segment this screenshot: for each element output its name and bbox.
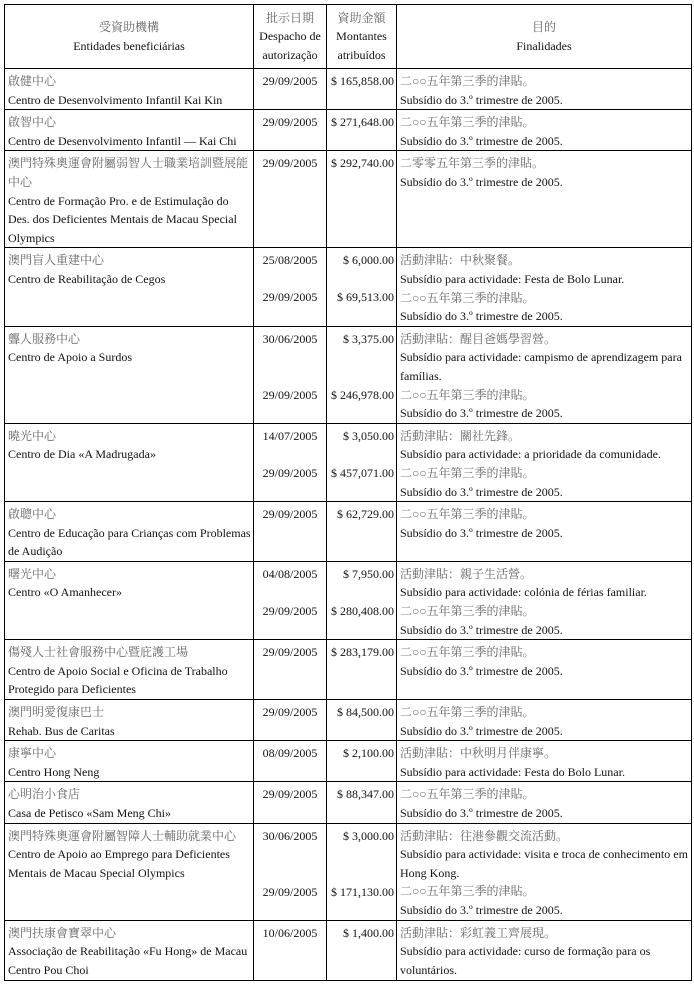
purpose-pt: Subsídio para actividade: Festa de Bolo Lunar. [400,271,625,286]
authorization-date: 29/09/2005 [262,465,318,480]
authorization-date: 29/09/2005 [262,787,318,802]
table-row [5,110,692,151]
entity-name-pt: Associação de Reabilitação «Fu Hong» de Macau Centro Pou Choi [8,944,248,977]
purpose-cell [397,110,692,151]
header-amount [327,5,397,69]
purpose-cn: 二○○五年第三季的津貼。 [400,604,535,619]
purpose-entry [400,113,689,150]
amount: $ 271,648.00 [331,115,394,130]
amount: $ 165,858.00 [331,74,394,88]
purpose-entry [400,330,689,386]
table-row [5,700,692,741]
amount-cell [327,640,397,700]
amount-cell [327,700,397,741]
header-date-pt: Despacho de autorização [259,29,321,62]
entity-name-cn: 聾人服務中心 [8,331,81,346]
purpose-pt: Subsídio do 3.º trimestre de 2005. [400,309,563,324]
entity-cell [5,561,254,639]
entity-name-pt: Centro de Dia «A Madrugada» [8,447,156,462]
date-cell [254,110,327,151]
entity-name-pt: Centro de Reabilitação de Cegos [8,271,166,286]
entity-cell [5,151,254,248]
purpose-cn: 二○○五年第三季的津貼。 [400,74,535,88]
purpose-cell [397,920,692,980]
purpose-entry [400,386,689,423]
purpose-cell [397,326,692,423]
amount: $ 457,071.00 [331,465,394,480]
purpose-entry [400,602,689,639]
entity-name-pt: Centro de Apoio ao Emprego para Deficientes Mentais de Macau Special Olympics [8,847,230,880]
amount-cell [327,561,397,639]
purpose-cell [397,741,692,782]
header-entity-cn: 受資助機構 [98,19,159,34]
entity-cell [5,700,254,741]
entity-cell [5,110,254,151]
date-cell [254,151,327,248]
purpose-entry [400,505,689,542]
purpose-pt: Subsídio do 3.º trimestre de 2005. [400,622,563,637]
amount: $ 171,130.00 [331,884,394,899]
authorization-date: 29/09/2005 [262,507,318,522]
date-cell [254,782,327,823]
date-cell [254,423,327,501]
purpose-cn: 二零零五年第三季的津貼。 [400,156,545,171]
amount-cell [327,502,397,562]
purpose-cn: 二○○五年第三季的津貼。 [400,645,535,660]
entity-name-cn: 澳門特殊奧運會附屬智障人士輔助就業中心 [8,828,237,843]
purpose-cn: 二○○五年第三季的津貼。 [400,705,535,720]
purpose-pt: Subsídio do 3.º trimestre de 2005. [400,406,563,421]
entity-name-pt: Centro de Educação para Crianças com Problemas de Audição [8,525,251,559]
date-cell [254,561,327,639]
table-row [5,782,692,823]
entity-cell [5,741,254,782]
purpose-entry [400,565,689,602]
authorization-date: 14/07/2005 [262,428,318,443]
table-row [5,423,692,501]
authorization-date: 29/09/2005 [262,156,318,171]
date-cell [254,700,327,741]
purpose-cell [397,151,692,248]
purpose-cn: 活動津貼：中秋聚餐。 [400,253,521,268]
entity-name-pt: Centro de Desenvolvimento Infantil Kai Kin [8,92,223,107]
table-row [5,920,692,980]
date-cell [254,248,327,326]
purpose-pt: Subsídio para actividade: Festa do Bolo Lunar. [400,764,625,779]
entity-name-cn: 心明治小食店 [8,787,81,802]
entity-name-cn: 曙光中心 [8,566,57,581]
entity-name-pt: Centro de Desenvolvimento Infantil — Kai Chi [8,133,237,148]
authorization-date: 29/09/2005 [262,884,318,899]
purpose-cn: 活動津貼：醒目爸媽學習營。 [400,331,557,346]
table-row [5,502,692,562]
amount-cell [327,920,397,980]
date-cell [254,640,327,700]
header-purpose-pt: Finalidades [516,38,572,53]
purpose-cell [397,700,692,741]
authorization-date: 29/09/2005 [262,705,318,720]
date-cell [254,326,327,423]
entity-name-cn: 傷殘人士社會服務中心暨庇護工場 [8,645,189,660]
purpose-entry [400,72,689,109]
authorization-date: 29/09/2005 [262,387,318,402]
table-row [5,640,692,700]
entity-name-cn: 啟健中心 [8,74,57,88]
amount: $ 246,978.00 [331,387,394,402]
amount: $ 3,050.00 [343,428,394,443]
authorization-date: 29/09/2005 [262,645,318,660]
header-date [254,5,327,69]
purpose-entry [400,703,689,740]
purpose-pt: Subsídio do 3.º trimestre de 2005. [400,484,563,499]
entity-name-pt: Centro de Formação Pro. e de Estimulação do Des. dos Deficientes Mentais de Macau Special Olympics [8,193,237,245]
entity-cell [5,782,254,823]
purpose-cn: 二○○五年第三季的津貼。 [400,115,535,130]
purpose-entry [400,785,689,822]
entity-cell [5,248,254,326]
header-entity [5,5,254,69]
entity-name-pt: Centro de Apoio a Surdos [8,350,132,365]
entity-name-cn: 康寧中心 [8,746,57,761]
amount: $ 2,100.00 [343,746,394,761]
amount: $ 84,500.00 [337,705,394,720]
entity-name-cn: 曉光中心 [8,428,57,443]
date-cell [254,823,327,920]
purpose-pt: Subsídio do 3.º trimestre de 2005. [400,133,563,148]
amount: $ 3,375.00 [343,331,394,346]
authorization-date: 10/06/2005 [262,925,318,940]
purpose-cn: 活動津貼：關社先鋒。 [400,428,521,443]
purpose-cn: 活動津貼：往港參觀交流活動。 [400,828,569,843]
purpose-entry [400,251,689,288]
purpose-entry [400,744,689,781]
authorization-date: 25/08/2005 [262,253,318,268]
table-row [5,151,692,248]
purpose-cn: 二○○五年第三季的津貼。 [400,465,535,480]
purpose-pt: Subsídio do 3.º trimestre de 2005. [400,902,563,917]
purpose-cn: 二○○五年第三季的津貼。 [400,884,535,899]
header-entity-pt: Entidades beneficiárias [73,38,185,53]
purpose-cn: 活動津貼：親子生活營。 [400,566,533,581]
entity-cell [5,640,254,700]
date-cell [254,69,327,110]
purpose-cn: 活動津貼：中秋明月伴康寧。 [400,746,557,761]
amount: $ 3,000.00 [343,828,394,843]
purpose-cn: 二○○五年第三季的津貼。 [400,387,535,402]
purpose-pt: Subsídio para actividade: colónia de férias familiar. [400,585,647,600]
table-row [5,741,692,782]
purpose-entry [400,827,689,883]
entity-name-cn: 啟聰中心 [8,507,57,522]
amount-cell [327,823,397,920]
table-row [5,69,692,110]
purpose-entry [400,154,689,191]
table-row [5,823,692,920]
purpose-pt: Subsídio do 3.º trimestre de 2005. [400,525,563,540]
subsidy-table [4,4,692,981]
purpose-pt: Subsídio do 3.º trimestre de 2005. [400,174,563,189]
date-cell [254,502,327,562]
header-date-cn: 批示日期 [265,10,314,25]
amount: $ 62,729.00 [337,507,394,522]
purpose-cell [397,69,692,110]
amount-cell [327,326,397,423]
header-amount-cn: 資助金額 [337,10,386,25]
purpose-cn: 活動津貼：彩虹義工齊展現。 [400,925,557,940]
header-purpose-cn: 目的 [531,19,556,34]
purpose-pt: Subsídio para actividade: a prioridade da comunidade. [400,447,661,462]
date-cell [254,920,327,980]
purpose-cell [397,423,692,501]
authorization-date: 30/06/2005 [262,828,318,843]
purpose-pt: Subsídio do 3.º trimestre de 2005. [400,723,563,738]
amount: $ 1,400.00 [343,925,394,940]
entity-name-pt: Casa de Petisco «Sam Meng Chi» [8,806,171,820]
entity-name-cn: 澳門盲人重建中心 [8,253,105,268]
amount: $ 7,950.00 [343,566,394,581]
amount: $ 292,740.00 [331,156,394,171]
purpose-pt: Subsídio do 3.º trimestre de 2005. [400,92,563,107]
purpose-cell [397,782,692,823]
purpose-cell [397,561,692,639]
amount: $ 88,347.00 [337,787,394,802]
authorization-date: 30/06/2005 [262,331,318,346]
header-purpose [397,5,692,69]
purpose-cell [397,823,692,920]
entity-cell [5,423,254,501]
purpose-entry [400,427,689,464]
purpose-cell [397,640,692,700]
purpose-pt: Subsídio do 3.º trimestre de 2005. [400,663,563,678]
authorization-date: 04/08/2005 [262,566,318,581]
amount-cell [327,741,397,782]
entity-name-pt: Rehab. Bus de Caritas [8,723,115,738]
purpose-cn: 二○○五年第三季的津貼。 [400,507,535,522]
table-row [5,561,692,639]
entity-cell [5,920,254,980]
amount-cell [327,110,397,151]
purpose-pt: Subsídio para actividade: visita e troca de conhecimento em Hong Kong. [400,847,688,880]
purpose-cell [397,502,692,562]
amount-cell [327,423,397,501]
purpose-entry [400,464,689,501]
table-header-row [5,5,692,69]
amount: $ 69,513.00 [337,290,394,305]
entity-name-pt: Centro Hong Neng [8,764,100,779]
purpose-cn: 二○○五年第三季的津貼。 [400,787,535,802]
authorization-date: 29/09/2005 [262,74,318,88]
purpose-cell [397,248,692,326]
purpose-pt: Subsídio para actividade: curso de formação para os voluntários. [400,944,651,977]
authorization-date: 29/09/2005 [262,290,318,305]
entity-name-pt: Centro «O Amanhecer» [8,585,122,600]
table-row [5,326,692,423]
amount-cell [327,248,397,326]
amount-cell [327,782,397,823]
header-amount-pt: Montantes atribuídos [336,29,387,62]
amount: $ 6,000.00 [343,253,394,268]
entity-cell [5,69,254,110]
authorization-date: 29/09/2005 [262,115,318,130]
date-cell [254,741,327,782]
entity-name-cn: 澳門明愛復康巴士 [8,705,105,720]
entity-cell [5,502,254,562]
entity-name-pt: Centro de Apoio Social e Oficina de Trabalho Protegido para Deficientes [8,663,228,697]
purpose-entry [400,289,689,326]
amount-cell [327,69,397,110]
entity-name-cn: 澳門扶康會寶翠中心 [8,925,117,940]
amount: $ 283,179.00 [331,645,394,660]
purpose-cn: 二○○五年第三季的津貼。 [400,290,535,305]
amount-cell [327,151,397,248]
table-row [5,248,692,326]
purpose-pt: Subsídio do 3.º trimestre de 2005. [400,806,563,820]
amount: $ 280,408.00 [331,603,394,618]
authorization-date: 08/09/2005 [262,746,318,761]
purpose-entry [400,924,689,980]
authorization-date: 29/09/2005 [262,603,318,618]
entity-name-cn: 啟智中心 [8,115,57,130]
entity-cell [5,326,254,423]
purpose-entry [400,882,689,919]
purpose-pt: Subsídio para actividade: campismo de aprendizagem para famílias. [400,350,682,383]
entity-name-cn: 澳門特殊奧運會附屬弱智人士職業培訓暨展能中心 [8,156,249,189]
entity-cell [5,823,254,920]
purpose-entry [400,643,689,680]
